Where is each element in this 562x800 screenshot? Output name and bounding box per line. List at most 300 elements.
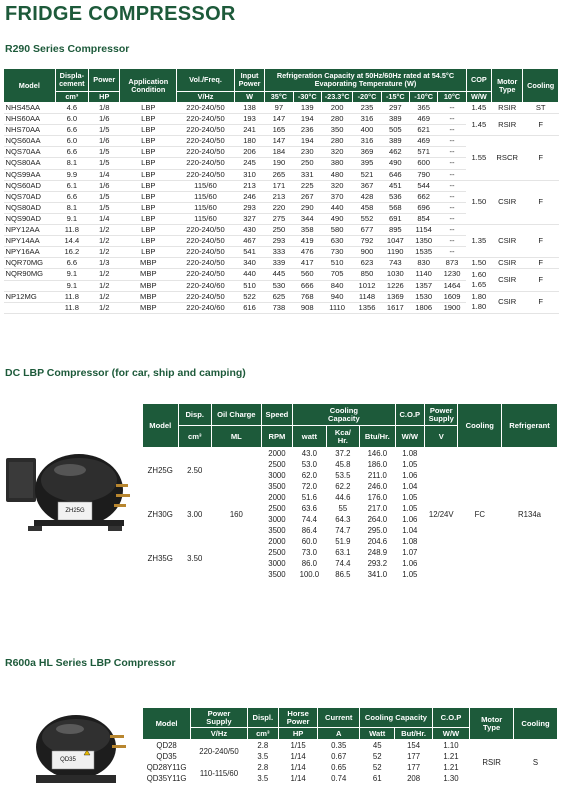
table-row [143,740,558,752]
cell-cap-35: 333 [265,247,293,258]
cell-input-power: 440 [234,269,264,280]
cell-application: LBP [120,247,177,258]
cell-volfreq: 115/60 [177,202,235,213]
col-model: Model [143,404,179,448]
cell-cop: 1.21 [443,763,459,772]
cell-kca: 53.5 [335,471,351,480]
cell-model: NP12MG [4,291,56,302]
r600a-compressor-photo [22,705,134,795]
cell-cap-m15: 568 [381,202,409,213]
cell-watt: 61 [372,774,382,783]
cell-cap-m20: 677 [353,225,381,236]
cell-cap-m10: 830 [410,258,438,269]
cell-watt: 45 [372,741,382,750]
cell-input-power: 430 [234,225,264,236]
col-disp: Disp. [178,404,211,426]
cell-application: LBP [120,158,177,169]
cell-btu: 208 [407,774,421,783]
cell-cap-10: -- [438,103,466,114]
cell-input-power: 180 [234,136,264,147]
cell-displacement: 11.8 [55,291,88,302]
cell-kca: 55 [338,504,348,513]
cell-power: 1/2 [89,247,120,258]
cell-input-power: 245 [234,158,264,169]
cell-application: MBP [120,258,177,269]
cell-cap-m30: 225 [293,180,321,191]
cell-btu: 293.2 [367,559,388,568]
cell-model: NHS60AA [4,114,56,125]
cell-displacement: 8.1 [55,158,88,169]
cell-cap-m30: 290 [293,202,321,213]
unit-btu: Btu/Hr. [360,426,396,448]
cell-speed: 3500 [268,526,286,535]
cell-motor: CSIR [492,269,523,291]
cell-cap-m20: 850 [353,269,381,280]
cell-cap-m20: 792 [353,236,381,247]
cell-btu: 217.0 [367,504,388,513]
cell-volfreq: 220-240/50 [177,269,235,280]
cell-volfreq: 220-240/60 [177,280,235,291]
cell-btu: 248.9 [367,548,388,557]
cell-disp: 2.50 [187,465,203,475]
cell-application: LBP [120,202,177,213]
cell-application: LBP [120,180,177,191]
cell-input-power: 541 [234,247,264,258]
cell-cap-m10: 1357 [410,280,438,291]
cell-cap-m30: 768 [293,291,321,302]
cell-btu: 341.0 [367,570,388,579]
cell-input-power: 522 [234,291,264,302]
cell-application: LBP [120,103,177,114]
cell-model: NQR70MG [4,258,56,269]
dc-compressor-photo [4,440,138,552]
cell-model: ZH25G [147,465,173,475]
cell-volfreq: 220-240/50 [177,236,235,247]
dc-heading: DC LBP Compressor (for car, ship and camping) [5,367,246,379]
r600a-table [142,707,558,784]
cell-kca: 74.4 [335,559,351,568]
cell-application: LBP [120,225,177,236]
cell-cap-35: 445 [265,269,293,280]
cell-application: MBP [120,280,177,291]
cell-current: 0.35 [331,741,347,750]
cell-cap-m30: 250 [293,158,321,169]
cell-cap-10: 1464 [438,280,466,291]
table-row [4,225,559,236]
cell-cap-m20: 369 [353,147,381,158]
cell-cop: 1.55 [466,136,491,180]
cell-application: LBP [120,191,177,202]
cell-cap-10: -- [438,180,466,191]
cell-cop: 1.04 [402,482,418,491]
cell-cap-m23: 280 [321,136,352,147]
cell-volfreq: 115/60 [177,180,235,191]
cell-cooling: F [523,225,559,258]
cell-cap-m20: 1012 [353,280,381,291]
cell-cap-35: 184 [265,147,293,158]
cell-model [4,302,56,313]
cell-cap-m23: 280 [321,114,352,125]
cell-cap-m15: 536 [381,191,409,202]
cell-cop: 1.04 [402,526,418,535]
cell-input-power: 616 [234,302,264,313]
cell-btu: 176.0 [367,493,388,502]
cell-displacement: 14.4 [55,236,88,247]
cell-cap-35: 293 [265,236,293,247]
cell-watt: 62.0 [301,471,317,480]
cell-cop: 1.08 [402,449,418,458]
cell-cap-m30: 267 [293,191,321,202]
cell-model [4,280,56,291]
unit-btu: But/Hr. [395,728,432,740]
cell-hp: 1/14 [290,774,306,783]
col-model: Model [4,69,56,103]
cell-watt: 63.6 [301,504,317,513]
cell-watt: 52 [372,763,382,772]
col-speed: Speed [261,404,292,426]
cell-kca: 45.8 [335,460,351,469]
cell-kca: 44.6 [335,493,351,502]
table-row [4,114,559,125]
cell-cap-35: 213 [265,191,293,202]
cell-cap-10: -- [438,114,466,125]
col-cooling: Cooling [523,69,559,103]
cell-cap-m10: 1530 [410,291,438,302]
cell-cap-m23: 940 [321,291,352,302]
cell-cap-m30: 236 [293,125,321,136]
temp-header: -10°C [410,92,438,103]
col-refrigerant: Refrigerant [502,404,558,448]
cell-btu: 177 [407,752,421,761]
cell-cap-m23: 630 [321,236,352,247]
temp-header: 10°C [438,92,466,103]
unit-ww: W/W [432,728,469,740]
cell-power: 1/2 [89,280,120,291]
cell-cap-10: 1230 [438,269,466,280]
cell-motor: RSIR [492,103,523,114]
cell-cap-m15: 1369 [381,291,409,302]
cell-volfreq: 220-240/50 [177,125,235,136]
table-row [4,258,559,269]
cell-displacement: 9.1 [55,280,88,291]
cell-cap-m20: 235 [353,103,381,114]
cell-cap-10: -- [438,169,466,180]
cell-displacement: 9.9 [55,169,88,180]
cell-volfreq: 115/60 [177,213,235,224]
cell-cap-m10: 696 [410,202,438,213]
unit-rpm: RPM [261,426,292,448]
cell-btu: 246.0 [367,482,388,491]
cell-watt: 43.0 [301,449,317,458]
col-oil: Oil Charge [211,404,261,426]
unit-w: W [234,92,264,103]
cell-volfreq: 220-240/50 [177,258,235,269]
cell-btu: 295.0 [367,526,388,535]
cell-displacement: 4.6 [55,103,88,114]
cell-power: 1/5 [89,191,120,202]
cell-current: 0.67 [331,752,347,761]
cell-kca: 64.3 [335,515,351,524]
cell-refrigerant: R134a [518,509,542,519]
cell-displacement: 9.1 [55,213,88,224]
cell-cop: 1.30 [443,774,459,783]
cell-watt: 60.0 [301,537,317,546]
cell-cap-35: 190 [265,158,293,169]
cell-cap-10: 1900 [438,302,466,313]
cell-cap-m15: 490 [381,158,409,169]
cell-cap-m30: 230 [293,147,321,158]
cell-cooling: F [523,136,559,180]
cell-cap-m15: 1030 [381,269,409,280]
cell-speed: 3000 [268,471,286,480]
col-supply: Power Supply [425,404,458,426]
col-power: Power [89,69,120,92]
cell-cap-m23: 320 [321,147,352,158]
cell-cap-m30: 331 [293,169,321,180]
cell-cop: 1.50 [466,180,491,224]
cell-cap-m23: 730 [321,247,352,258]
cell-cop: 1.45 [466,114,491,136]
cell-input-power: 327 [234,213,264,224]
cell-input-power: 510 [234,280,264,291]
cell-kca: 74.7 [335,526,351,535]
cell-speed: 2000 [268,537,286,546]
cell-power: 1/5 [89,158,120,169]
unit-watt: watt [293,426,326,448]
cell-cap-m10: 469 [410,114,438,125]
cell-cap-m30: 908 [293,302,321,313]
unit-vhz: V/Hz [177,92,235,103]
cell-cap-m30: 358 [293,225,321,236]
cell-power: 1/6 [89,114,120,125]
cell-cap-m23: 480 [321,169,352,180]
cell-application: LBP [120,236,177,247]
cell-displacement: 6.1 [55,180,88,191]
cell-volfreq: 220-240/50 [177,225,235,236]
cell-model: NQR90MG [4,269,56,280]
cell-kca: 37.2 [335,449,351,458]
cell-power: 1/8 [89,103,120,114]
cell-cap-10: -- [438,225,466,236]
cell-displ: 3.5 [257,774,269,783]
cell-displacement: 6.6 [55,125,88,136]
cell-cap-m20: 1356 [353,302,381,313]
cell-cop: 1.50 [466,258,491,269]
cell-displacement: 16.2 [55,247,88,258]
unit-cm3: cm³ [178,426,211,448]
cell-oil: 160 [229,509,243,519]
cell-application: LBP [120,147,177,158]
cell-cap-m10: 1154 [410,225,438,236]
temp-header: -23.3°C [321,92,352,103]
cell-model: NPY12AA [4,225,56,236]
cell-model: QD28 [156,741,177,750]
cell-input-power: 138 [234,103,264,114]
cell-model: NHS70AA [4,125,56,136]
table-row [4,136,559,147]
cell-application: MBP [120,269,177,280]
cell-cap-10: 873 [438,258,466,269]
dc-photo-label: ZH25G [65,508,85,514]
cell-cap-m20: 521 [353,169,381,180]
cell-cap-m23: 350 [321,125,352,136]
unit-hp: HP [89,92,120,103]
temp-header: -30°C [293,92,321,103]
unit-ww: W/W [395,426,424,448]
cell-speed: 2000 [268,449,286,458]
cell-cap-m30: 666 [293,280,321,291]
cell-model: NQS99AA [4,169,56,180]
cell-cap-m15: 389 [381,114,409,125]
cell-cap-35: 97 [265,103,293,114]
cell-input-power: 246 [234,191,264,202]
cell-cap-m15: 389 [381,136,409,147]
page-title: FRIDGE COMPRESSOR [5,3,236,25]
cell-speed: 2500 [268,460,286,469]
cell-cap-m23: 510 [321,258,352,269]
cell-cap-m20: 428 [353,191,381,202]
cell-power: 1/6 [89,136,120,147]
cell-application: LBP [120,125,177,136]
cell-cap-m10: 1535 [410,247,438,258]
cell-cap-35: 147 [265,136,293,147]
unit-ww: W/W [466,92,491,103]
cell-cap-m23: 440 [321,202,352,213]
cell-cap-10: -- [438,236,466,247]
cell-model: NQS70AD [4,191,56,202]
col-capacity: Refrigeration Capacity at 50Hz/60Hz rated at 54.5°C Evaporating Temperature (W) [265,69,466,92]
cell-model: NQS80AA [4,158,56,169]
cell-application: LBP [120,169,177,180]
cell-cooling: ST [523,103,559,114]
cell-cap-m10: 365 [410,103,438,114]
cell-cap-m23: 1110 [321,302,352,313]
cell-kca: 62.2 [335,482,351,491]
cell-cap-m23: 320 [321,180,352,191]
cell-volfreq: 220-240/50 [177,291,235,302]
cell-cap-m15: 505 [381,125,409,136]
cell-model: QD28Y11G [146,763,187,772]
table-row [4,269,559,280]
cell-cap-m15: 462 [381,147,409,158]
cell-cap-m30: 194 [293,114,321,125]
cell-displacement: 6.6 [55,258,88,269]
cell-cap-m15: 691 [381,213,409,224]
cell-cap-35: 220 [265,202,293,213]
cell-cap-35: 339 [265,258,293,269]
cell-hp: 1/15 [290,741,306,750]
cell-cap-m15: 1047 [381,236,409,247]
cell-cap-35: 165 [265,125,293,136]
cell-power: 1/6 [89,180,120,191]
cell-cop: 1.06 [402,471,418,480]
cell-cooling: F [523,269,559,291]
unit-a: A [318,728,360,740]
cell-displacement: 6.0 [55,136,88,147]
cell-cap-m15: 297 [381,103,409,114]
cell-volfreq: 220-240/50 [177,158,235,169]
cell-watt: 73.0 [301,548,317,557]
cell-power: 1/2 [89,225,120,236]
unit-kca: Kca/ Hr. [326,426,359,448]
unit-watt: Watt [360,728,395,740]
col-cooling: Cooling [514,708,558,740]
col-current: Current [318,708,360,728]
cell-cap-m10: 662 [410,191,438,202]
cell-input-power: 213 [234,180,264,191]
cell-input-power: 193 [234,114,264,125]
cell-cap-m30: 476 [293,247,321,258]
cell-cooling: FC [474,509,485,519]
cell-cop: 1.60 1.65 [466,269,491,291]
cell-cap-m20: 367 [353,180,381,191]
col-cooling-capacity: Cooling Capacity [360,708,433,728]
cell-cap-m10: 1140 [410,269,438,280]
cell-cap-10: -- [438,213,466,224]
cell-cap-m30: 417 [293,258,321,269]
cell-cap-m20: 1148 [353,291,381,302]
cell-cap-m10: 600 [410,158,438,169]
col-volfreq: Vol./Freq. [177,69,235,92]
cell-btu: 154 [407,741,421,750]
cell-cap-m20: 900 [353,247,381,258]
cell-btu: 264.0 [367,515,388,524]
cell-model: NPY16AA [4,247,56,258]
col-supply: Power Supply [191,708,248,728]
cell-cop: 1.05 [402,493,418,502]
col-hp: Horse Power [278,708,318,728]
cell-input-power: 467 [234,236,264,247]
cell-model: NQS60AD [4,180,56,191]
cell-current: 0.65 [331,763,347,772]
cell-cop: 1.08 [402,537,418,546]
cell-input-power: 206 [234,147,264,158]
cell-cap-m10: 544 [410,180,438,191]
cell-volfreq: 220-240/50 [177,114,235,125]
cell-power: 1/5 [89,147,120,158]
cell-supply: 220-240/50 [199,746,239,756]
cell-model: ZH35G [147,553,173,563]
cell-cap-m15: 646 [381,169,409,180]
cell-cap-m20: 395 [353,158,381,169]
col-cop: COP [466,69,491,92]
cell-watt: 100.0 [299,570,320,579]
cell-cap-35: 250 [265,225,293,236]
col-model: Model [143,708,191,740]
cell-cop: 1.07 [402,548,418,557]
cell-cooling: F [523,114,559,136]
cell-current: 0.74 [331,774,347,783]
col-displ: Displ. [247,708,278,728]
cell-hp: 1/14 [290,752,306,761]
cell-application: MBP [120,291,177,302]
cell-application: LBP [120,114,177,125]
cell-cap-m15: 451 [381,180,409,191]
cell-btu: 204.6 [367,537,388,546]
cell-model: NQS60AA [4,136,56,147]
cell-cap-35: 625 [265,291,293,302]
cell-cooling: S [532,757,539,767]
cell-volfreq: 220-240/50 [177,147,235,158]
cell-btu: 186.0 [367,460,388,469]
cell-cop: 1.45 [466,103,491,114]
cell-cop: 1.05 [402,570,418,579]
cell-cap-35: 738 [265,302,293,313]
cell-btu: 177 [407,763,421,772]
cell-watt: 86.4 [301,526,317,535]
cell-cap-m10: 621 [410,125,438,136]
cell-cap-m20: 458 [353,202,381,213]
